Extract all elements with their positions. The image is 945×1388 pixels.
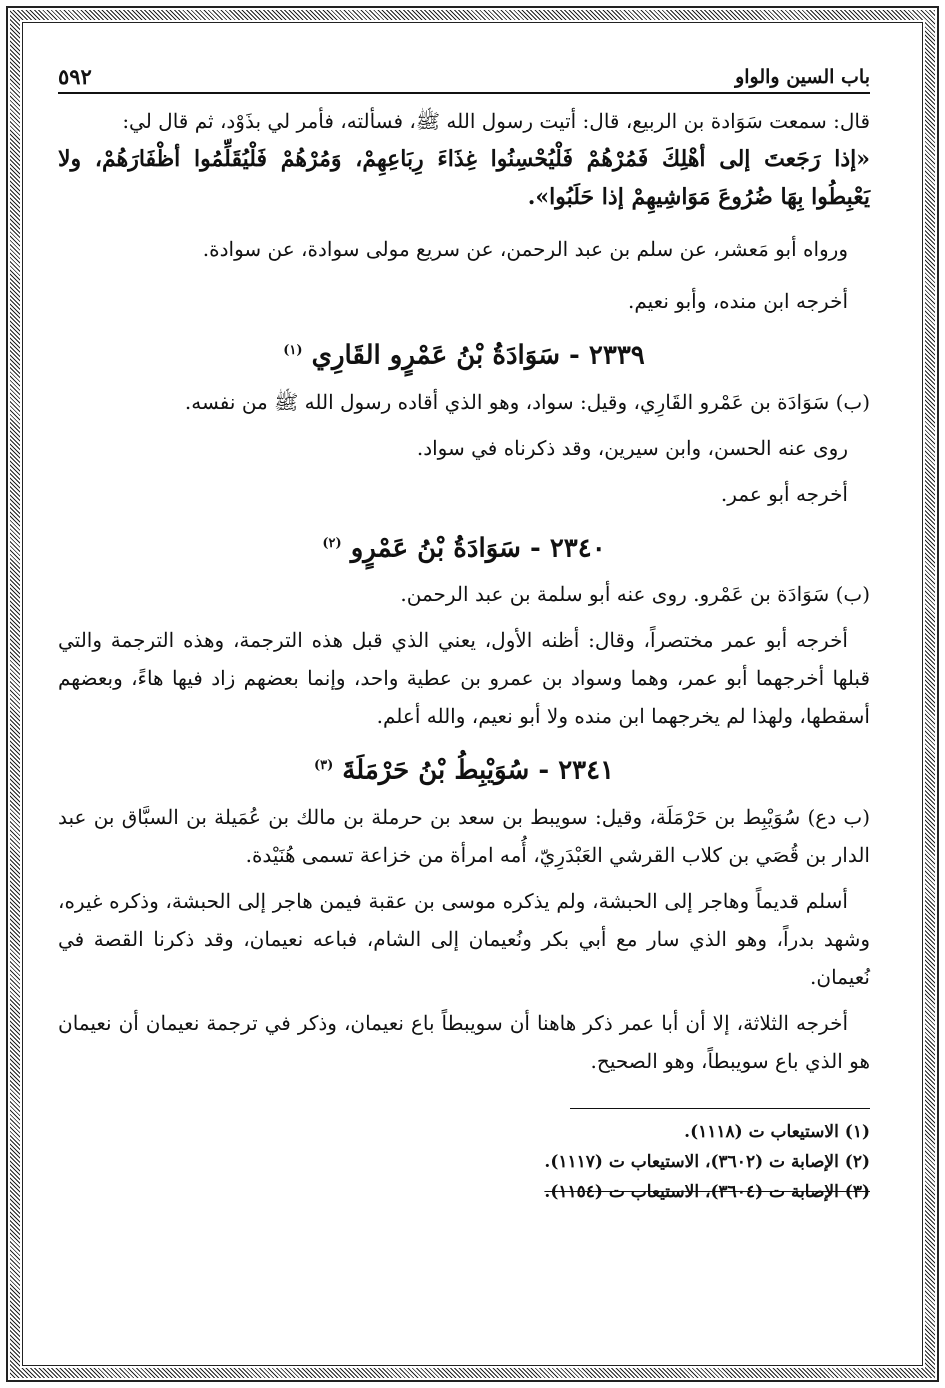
page-header: [58, 62, 870, 94]
entry-heading-2340: [58, 523, 870, 570]
running-title: باب السين والواو: [735, 66, 870, 88]
entry-paragraph: أخرجه أبو عمر.: [720, 481, 848, 506]
footnote-separator: [570, 1108, 870, 1109]
footnote-item: (٣) الإصابة ت (٣٦٠٤)، الاستيعاب ت (١١٥٤).: [544, 1181, 870, 1202]
narration-paragraph: ورواه أبو مَعشر، عن سلم بن عبد الرحمن، عن سريع مولى سوادة، عن سوادة.: [202, 237, 848, 261]
entry-title: ٢٣٤٠ - سَوَادَةُ بْنُ عَمْرٍو: [350, 533, 606, 564]
footnotes: [58, 1117, 870, 1207]
footnote-item: (١) الاستيعاب ت (١١١٨).: [684, 1121, 870, 1142]
entry-paragraph: أخرجه أبو عمر مختصراً، وقال: أظنه الأول، يعني الذي قبل هذه الترجمة، وهذه الترجمة والتي قبلها أخرجهما أبو عمر، وهما وسواد بن عمرو بن عطية واحد، وإنما بعضهم زاد فيها هاءً، وبعضهم أسقطها، ولهذا لم يخرجهما ابن منده ولا أبو نعيم، والله أعلم.: [58, 628, 870, 729]
entry-paragraph: روى عنه الحسن، وابن سيرين، وقد ذكرناه في سواد.: [416, 435, 848, 460]
hadith-text: «إذا رَجَعتَ إلى أهْلِكَ فَمُرْهُمْ فَلْيُحْسِنُوا غِذَاءَ رِبَاعِهِمْ، وَمُرْهُمْ فَلْيُقَلِّمُوا أظْفَارَهُمْ، ولا يَعْبِطُوا بِهَا ضُرُوعَ مَوَاشِيهِمْ إذا حَلَبُوا».: [58, 146, 870, 210]
entry-title: ٢٣٣٩ - سَوَادَةُ بْنُ عَمْرٍو القَارِي: [311, 340, 645, 371]
page-number: ٥٩٢: [58, 64, 92, 89]
entry-heading-2339: [58, 330, 870, 377]
footnote-ref: (٢): [322, 535, 342, 551]
entry-paragraph: (ب) سَوَادَة بن عَمْرو القَارِي، وقيل: سواد، وهو الذي أقاده رسول الله ﷺ من نفسه.: [184, 389, 870, 414]
footnote-item: (٢) الإصابة ت (٣٦٠٢)، الاستيعاب ت (١١١٧).: [544, 1151, 870, 1172]
footnote-ref: (٣): [313, 758, 334, 774]
entry-paragraph: أسلم قديماً وهاجر إلى الحبشة، ولم يذكره موسى بن عقبة فيمن هاجر إلى الحبشة، وذكره غيره، وشهد بدراً، وهو الذي سار مع أبي بكر ونُعيمان إلى الشام، فباعه نعيمان، وقد ذكرنا القصة في نُعيمان.: [58, 888, 870, 989]
book-page: [58, 62, 870, 1352]
footnote-ref: (١): [283, 343, 303, 358]
entry-heading-2341: [58, 745, 870, 792]
takhrij-paragraph: أخرجه ابن منده، وأبو نعيم.: [627, 289, 848, 313]
entry-paragraph: أخرجه الثلاثة، إلا أن أبا عمر ذكر هاهنا أن سويبطاً باع نعيمان، وذكر في ترجمة نعيمان أن نعيمان هو الذي باع سويبطاً، وهو الصحيح.: [58, 1010, 870, 1073]
entry-title: ٢٣٤١ - سُوَيْبِطُ بْنُ حَرْمَلَةَ: [342, 755, 615, 786]
entry-paragraph: (ب دع) سُوَيْبِط بن حَرْمَلَة، وقيل: سويبط بن سعد بن حرملة بن مالك بن عُمَيلة بن السبَّاق بن عبد الدار بن قُصَي بن كلاب القرشي العَبْدَرِيّ، أُمه امرأة من خزاعة تسمى هُنَيْدة.: [58, 804, 870, 867]
entry-paragraph: (ب) سَوَادَة بن عَمْرو. روى عنه أبو سلمة بن عبد الرحمن.: [400, 582, 870, 607]
intro-line: قال: سمعت سَوَادة بن الربيع، قال: أتيت رسول الله ﷺ، فسألته، فأمر لي بذَوْد، ثم قال لي:: [122, 109, 870, 133]
